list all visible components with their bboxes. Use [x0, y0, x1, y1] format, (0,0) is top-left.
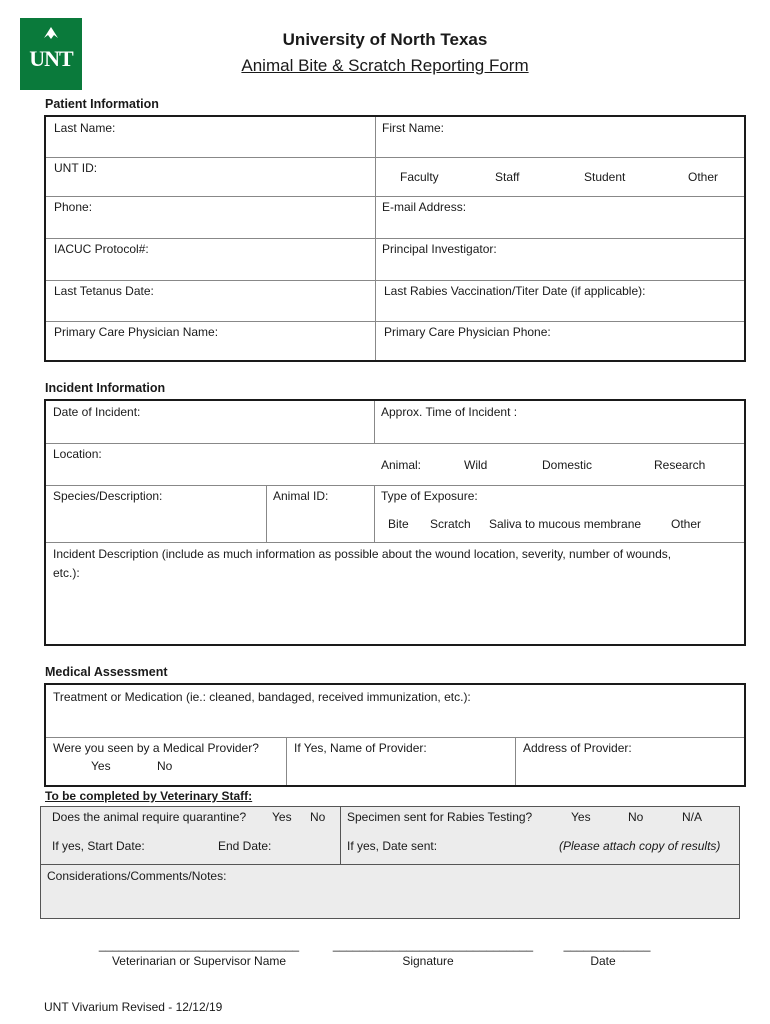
- description-field-cont: etc.):: [53, 566, 80, 580]
- date-label: Date: [590, 954, 616, 968]
- iacuc-field[interactable]: IACUC Protocol#:: [54, 242, 149, 256]
- email-field[interactable]: E-mail Address:: [382, 200, 467, 214]
- supervisor-name-label: Veterinarian or Supervisor Name: [111, 954, 287, 968]
- unt-logo: [20, 18, 82, 90]
- exposure-scratch-option[interactable]: Scratch: [430, 517, 471, 531]
- specimen-no-option[interactable]: No: [628, 810, 644, 824]
- animal-domestic-option[interactable]: Domestic: [542, 458, 593, 472]
- vet-heading: To be completed by Veterinary Staff:: [45, 789, 253, 803]
- exposure-other-option[interactable]: Other: [671, 517, 702, 531]
- phone-field[interactable]: Phone:: [54, 200, 93, 214]
- animal-research-option[interactable]: Research: [654, 458, 706, 472]
- animal-id-field[interactable]: Animal ID:: [273, 489, 329, 503]
- specimen-na-option[interactable]: N/A: [682, 810, 703, 824]
- signature-label: Signature: [402, 954, 454, 968]
- comments-field[interactable]: Considerations/Comments/Notes:: [47, 869, 227, 883]
- provider-name-field[interactable]: If Yes, Name of Provider:: [294, 741, 427, 755]
- role-student-option[interactable]: Student: [584, 170, 626, 184]
- pi-field[interactable]: Principal Investigator:: [382, 242, 497, 256]
- university-name: University of North Texas: [282, 30, 488, 49]
- end-date-field[interactable]: End Date:: [218, 839, 272, 853]
- last-name-field[interactable]: Last Name:: [54, 121, 116, 135]
- logo-text: UNT: [29, 46, 73, 71]
- revision-footer: UNT Vivarium Revised - 12/12/19: [44, 1000, 223, 1014]
- rabies-date-field[interactable]: Last Rabies Vaccination/Titer Date (if applicable):: [384, 284, 646, 298]
- provider-address-field[interactable]: Address of Provider:: [523, 741, 632, 755]
- exposure-bite-option[interactable]: Bite: [388, 517, 409, 531]
- date-sent-field[interactable]: If yes, Date sent:: [347, 839, 438, 853]
- patient-box: [44, 115, 746, 362]
- exposure-label: Type of Exposure:: [381, 489, 478, 503]
- animal-wild-option[interactable]: Wild: [464, 458, 488, 472]
- vet-box: [40, 806, 740, 919]
- specimen-question: Specimen sent for Rabies Testing?: [347, 810, 533, 824]
- tetanus-date-field[interactable]: Last Tetanus Date:: [54, 284, 154, 298]
- seen-by-provider-question: Were you seen by a Medical Provider?: [53, 741, 259, 755]
- quarantine-question: Does the animal require quarantine?: [52, 810, 247, 824]
- specimen-yes-option[interactable]: Yes: [571, 810, 591, 824]
- seen-no-option[interactable]: No: [157, 759, 173, 773]
- patient-heading: Patient Information: [45, 97, 159, 111]
- incident-time-field[interactable]: Approx. Time of Incident :: [381, 405, 518, 419]
- animal-label: Animal:: [381, 458, 422, 472]
- quarantine-yes-option[interactable]: Yes: [272, 810, 292, 824]
- incident-box: [44, 399, 746, 646]
- seen-yes-option[interactable]: Yes: [91, 759, 111, 773]
- description-field[interactable]: Incident Description (include as much information as possible about the wound location, severity, number of wounds,: [53, 547, 672, 561]
- role-other-option[interactable]: Other: [688, 170, 719, 184]
- attach-note: (Please attach copy of results): [559, 839, 721, 853]
- medical-heading: Medical Assessment: [45, 665, 168, 679]
- start-date-field[interactable]: If yes, Start Date:: [52, 839, 145, 853]
- role-faculty-option[interactable]: Faculty: [400, 170, 439, 184]
- unt-id-field[interactable]: UNT ID:: [54, 161, 98, 175]
- quarantine-no-option[interactable]: No: [310, 810, 326, 824]
- treatment-field[interactable]: Treatment or Medication (ie.: cleaned, bandaged, received immunization, etc.):: [53, 690, 471, 704]
- incident-heading: Incident Information: [45, 381, 166, 395]
- role-staff-option[interactable]: Staff: [495, 170, 520, 184]
- supervisor-name-line[interactable]: ______________________________: [98, 938, 300, 952]
- pcp-name-field[interactable]: Primary Care Physician Name:: [54, 325, 219, 339]
- pcp-phone-field[interactable]: Primary Care Physician Phone:: [384, 325, 551, 339]
- date-line[interactable]: _____________: [563, 938, 651, 952]
- first-name-field[interactable]: First Name:: [382, 121, 445, 135]
- location-field[interactable]: Location:: [53, 447, 102, 461]
- incident-date-field[interactable]: Date of Incident:: [53, 405, 141, 419]
- exposure-saliva-option[interactable]: Saliva to mucous membrane: [489, 517, 642, 531]
- species-field[interactable]: Species/Description:: [53, 489, 163, 503]
- signature-line[interactable]: ______________________________: [332, 938, 534, 952]
- form-title: Animal Bite & Scratch Reporting Form: [241, 56, 529, 75]
- medical-box: [44, 683, 746, 787]
